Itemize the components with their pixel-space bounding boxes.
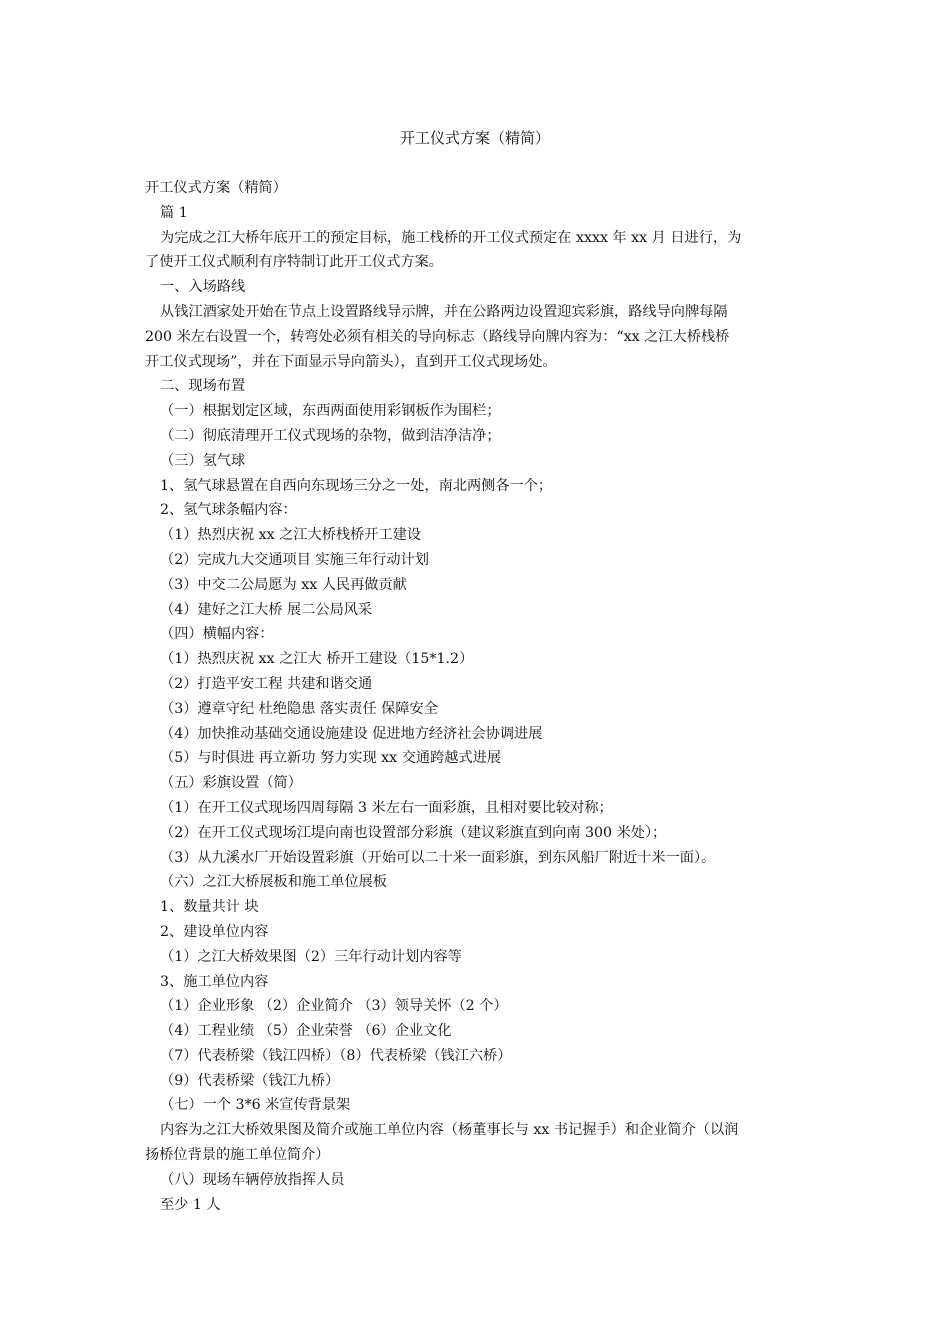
list-item: （1）热烈庆祝 xx 之江大桥栈桥开工建设 bbox=[160, 527, 422, 544]
list-item: （七）一个 3*6 米宣传背景架 bbox=[160, 1097, 351, 1114]
paragraph-line: 至少 1 人 bbox=[160, 1196, 221, 1213]
body-heading: 开工仪式方案（精简） bbox=[145, 180, 287, 196]
list-item: （六）之江大桥展板和施工单位展板 bbox=[160, 874, 388, 891]
paragraph-line: 内容为之江大桥效果图及简介或施工单位内容（杨董事长与 xx 书记握手）和企业简介（以润 bbox=[160, 1122, 739, 1139]
list-item: （2）在开工仪式现场江堤向南也设置部分彩旗（建议彩旗直到向南 300 米处）； bbox=[160, 824, 667, 841]
list-item: 1、氢气球悬置在自西向东现场三分之一处，南北两侧各一个； bbox=[160, 477, 553, 494]
list-item: （4）工程业绩 （5）企业荣誉 （6）企业文化 bbox=[160, 1023, 452, 1040]
list-item: （一）根据划定区域，东西两面使用彩钢板作为围栏； bbox=[160, 403, 501, 420]
list-item: （三）氢气球 bbox=[160, 452, 246, 469]
list-item: （2）完成九大交通项目 实施三年行动计划 bbox=[160, 551, 429, 568]
paragraph-line: 开工仪式现场”，并在下面显示导向箭头），直到开工仪式现场处。 bbox=[145, 353, 557, 370]
paragraph-line: 扬桥位背景的施工单位简介） bbox=[145, 1147, 330, 1164]
list-item: （1）在开工仪式现场四周每隔 3 米左右一面彩旗，且相对要比较对称； bbox=[160, 799, 613, 816]
list-item: （1）热烈庆祝 xx 之江大 桥开工建设（15*1.2） bbox=[160, 651, 474, 668]
document-title: 开工仪式方案（精简） bbox=[399, 129, 550, 147]
list-item: （9）代表桥梁（钱江九桥） bbox=[160, 1072, 340, 1089]
list-item: 1、数量共计 块 bbox=[160, 899, 259, 916]
list-item: （二）彻底清理开工仪式现场的杂物，做到洁净洁净； bbox=[160, 427, 501, 444]
list-item: （五）彩旗设置（简） bbox=[160, 775, 302, 792]
paragraph-line: 了使开工仪式顺利有序特制订此开工仪式方案。 bbox=[145, 254, 443, 271]
list-item: 2、氢气球条幅内容： bbox=[160, 502, 297, 519]
list-item: 3、施工单位内容 bbox=[160, 973, 269, 990]
list-item: （八）现场车辆停放指挥人员 bbox=[160, 1171, 345, 1188]
list-item: （四）横幅内容： bbox=[160, 626, 274, 643]
list-item: （3）遵章守纪 杜绝隐患 落实责任 保障安全 bbox=[160, 700, 438, 717]
document-body bbox=[145, 176, 813, 1217]
list-item: 2、建设单位内容 bbox=[160, 923, 269, 940]
section-label: 篇 1 bbox=[160, 204, 188, 221]
list-item: （1）企业形象 （2）企业简介 （3）领导关怀（2 个） bbox=[160, 998, 508, 1015]
list-item: （4）建好之江大桥 展二公局风采 bbox=[160, 601, 373, 618]
list-item: （3）中交二公局愿为 xx 人民再做贡献 bbox=[160, 576, 407, 593]
list-item: （7）代表桥梁（钱江四桥）（8）代表桥梁（钱江六桥） bbox=[160, 1047, 512, 1064]
list-item: （3）从九溪水厂开始设置彩旗（开始可以二十米一面彩旗，到东风船厂附近十米一面）。 bbox=[160, 849, 716, 866]
list-item: （4）加快推动基础交通设施建设 促进地方经济社会协调进展 bbox=[160, 725, 543, 742]
paragraph-line: 200 米左右设置一个，转弯处必须有相关的导向标志（路线导向牌内容为：“xx 之江大桥栈桥 bbox=[145, 328, 730, 345]
list-item: （5）与时俱进 再立新功 努力实现 xx 交通跨越式进展 bbox=[160, 750, 502, 767]
list-item: （2）打造平安工程 共建和谐交通 bbox=[160, 675, 373, 692]
list-item: （1）之江大桥效果图（2）三年行动计划内容等 bbox=[160, 948, 462, 965]
paragraph-line: 从钱江酒家处开始在节点上设置路线导示牌，并在公路两边设置迎宾彩旗，路线导向牌每隔 bbox=[160, 303, 728, 320]
section-heading: 二、现场布置 bbox=[160, 378, 246, 395]
section-heading: 一、入场路线 bbox=[160, 279, 246, 296]
paragraph-line: 为完成之江大桥年底开工的预定目标，施工栈桥的开工仪式预定在 xxxx 年 xx 月 日进行，为 bbox=[160, 229, 742, 246]
